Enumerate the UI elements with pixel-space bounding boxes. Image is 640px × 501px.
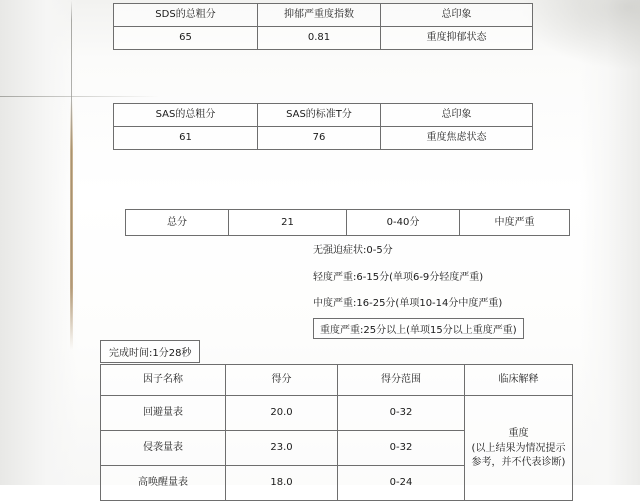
factor-range-hyperarousal: 0-24 xyxy=(338,466,465,501)
table-row xyxy=(114,27,533,50)
factor-score-hyperarousal: 18.0 xyxy=(226,466,338,501)
sds-value-raw-score: 65 xyxy=(114,27,258,50)
total-score-table xyxy=(125,209,570,236)
factor-name-intrusion: 侵袭量表 xyxy=(101,431,226,466)
sas-header-impression: 总印象 xyxy=(381,104,533,127)
factors-header-clinical: 临床解释 xyxy=(465,365,573,396)
completion-time-label: 完成时间:1分28秒 xyxy=(100,340,200,363)
table-row xyxy=(114,127,533,150)
table-row xyxy=(101,396,573,431)
factors-header-range: 得分范围 xyxy=(338,365,465,396)
total-label: 总分 xyxy=(126,210,229,236)
sas-value-impression: 重度焦虑状态 xyxy=(381,127,533,150)
factor-range-intrusion: 0-32 xyxy=(338,431,465,466)
factors-header-name: 因子名称 xyxy=(101,365,226,396)
factor-score-intrusion: 23.0 xyxy=(226,431,338,466)
clinical-note-body: (以上结果为情况提示参考，并不代表诊断) xyxy=(471,443,566,468)
legend-line-severe-wrap xyxy=(313,318,524,339)
sds-header-impression: 总印象 xyxy=(381,4,533,27)
sds-header-raw-score: SDS的总粗分 xyxy=(114,4,258,27)
table-row xyxy=(126,210,570,236)
total-range: 0-40分 xyxy=(347,210,460,236)
sas-header-standard-t: SAS的标准T分 xyxy=(258,104,381,127)
factors-result-table xyxy=(100,364,573,501)
factors-header-score: 得分 xyxy=(226,365,338,396)
factor-score-avoidance: 20.0 xyxy=(226,396,338,431)
sas-header-raw-score: SAS的总粗分 xyxy=(114,104,258,127)
factor-range-avoidance: 0-32 xyxy=(338,396,465,431)
sds-result-table xyxy=(113,3,533,50)
total-severity: 中度严重 xyxy=(460,210,570,236)
sas-result-table xyxy=(113,103,533,150)
sas-value-raw-score: 61 xyxy=(114,127,258,150)
sas-value-standard-t: 76 xyxy=(258,127,381,150)
table-row xyxy=(114,104,533,127)
sds-header-severity-index: 抑郁严重度指数 xyxy=(258,4,381,27)
table-row xyxy=(101,365,573,396)
factor-name-avoidance: 回避量表 xyxy=(101,396,226,431)
legend-line-moderate: 中度严重:16-25分(单项10-14分中度严重) xyxy=(313,298,503,309)
sds-value-impression: 重度抑郁状态 xyxy=(381,27,533,50)
legend-line-mild: 轻度严重:6-15分(单项6-9分轻度严重) xyxy=(313,272,484,283)
sds-value-severity-index: 0.81 xyxy=(258,27,381,50)
total-score: 21 xyxy=(229,210,347,236)
clinical-note-title: 重度 xyxy=(508,427,529,439)
legend-line-severe: 重度严重:25分以上(单项15分以上重度严重) xyxy=(313,318,524,339)
legend-line-none: 无强迫症状:0-5分 xyxy=(313,245,393,256)
factor-name-hyperarousal: 高唤醒量表 xyxy=(101,466,226,501)
table-row xyxy=(114,4,533,27)
